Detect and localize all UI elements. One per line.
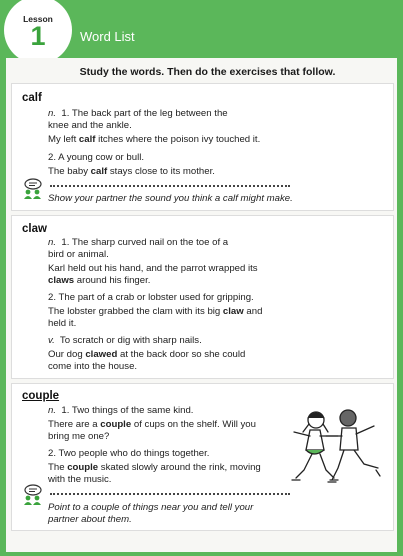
example-text: itches where the poison ivy touched it. [95,134,261,145]
partner-prompt-cont: partner about them. [48,514,132,525]
definition [48,335,202,347]
speech-bubble-icon [22,484,44,506]
example-sentence [48,349,245,361]
example-sentence-cont: with the music. [48,474,112,485]
dotted-divider [50,185,290,187]
definition-text: The sharp curved nail on the toe of a [71,237,229,248]
part-of-speech: v. [48,335,55,346]
entry-word: couple [22,390,60,402]
definition-text: Two things of the same kind. [71,405,194,416]
speech-bubble-icon [22,178,44,200]
definition [48,108,228,120]
definition [48,405,193,417]
sense-number: 1. [61,405,70,416]
sense-number: 1. [61,237,70,248]
lesson-number: 1 [30,21,46,51]
partner-prompt: Show your partner the sound you think a calf might make. [48,193,293,204]
definition-text: Two people who do things together. [58,448,210,459]
partner-prompt: Point to a couple of things near you and tell your [48,502,254,513]
definition-cont: bird or animal. [48,249,109,260]
example-keyword: clawed [85,349,118,360]
example-text: There are a [48,419,101,430]
example-sentence [48,306,262,318]
part-of-speech: n. [48,108,57,119]
example-sentence [48,462,261,474]
example-sentence [48,419,256,431]
definition [48,237,228,249]
entry-card-couple [11,383,394,531]
sense-number: 2. [48,448,57,459]
sense-number: 2. [48,292,57,303]
example-text: The [48,462,68,473]
part-of-speech: n. [48,237,57,248]
example-text: and [243,306,263,317]
example-keyword: calf [90,166,108,177]
definition [48,448,209,460]
entry-card-calf [11,83,394,211]
example-sentence [48,166,215,178]
example-sentence-cont: bring me one? [48,431,110,442]
example-text: stays close to its mother. [107,166,215,177]
definition-text: To scratch or dig with sharp nails. [59,335,202,346]
example-text: The lobster grabbed the clam with its big [48,306,223,317]
sense-number: 2. [48,152,57,163]
instructions: Study the words. Then do the exercises that follow. [79,66,336,78]
example-sentence [48,134,260,146]
page-title: Word List [80,29,135,44]
part-of-speech: n. [48,405,57,416]
entry-card-claw [11,215,394,379]
example-text: Our dog [48,349,86,360]
example-text: The baby [48,166,91,177]
dotted-divider [50,493,290,495]
entry-word: claw [22,223,47,235]
example-text: at the back door so she could [117,349,246,360]
definition-text: The back part of the leg between the [71,108,228,119]
example-keyword: couple [67,462,99,473]
definition-text: The part of a crab or lobster used for gripping. [58,292,254,303]
definition-cont: knee and the ankle. [48,120,132,131]
example-text: My left [48,134,79,145]
example-keyword: claws [48,275,75,286]
example-text: of cups on the shelf. Will you [131,419,256,430]
definition [48,152,144,164]
lesson-label: Lesson [23,14,53,24]
example-sentence: Karl held out his hand, and the parrot wrapped its [48,263,258,274]
definition [48,292,254,304]
example-text: around his finger. [74,275,151,286]
example-sentence-cont: come into the house. [48,361,138,372]
skating-couple-illustration [280,406,388,488]
example-sentence-cont: held it. [48,318,77,329]
lesson-badge [4,0,72,64]
example-sentence-cont [48,275,150,287]
definition-text: A young cow or bull. [58,152,145,163]
example-keyword: claw [222,306,244,317]
sense-number: 1. [61,108,70,119]
example-text: skated slowly around the rink, moving [98,462,261,473]
lesson-header [0,0,403,58]
entry-word: calf [22,92,42,104]
example-keyword: couple [100,419,132,430]
example-keyword: calf [78,134,96,145]
